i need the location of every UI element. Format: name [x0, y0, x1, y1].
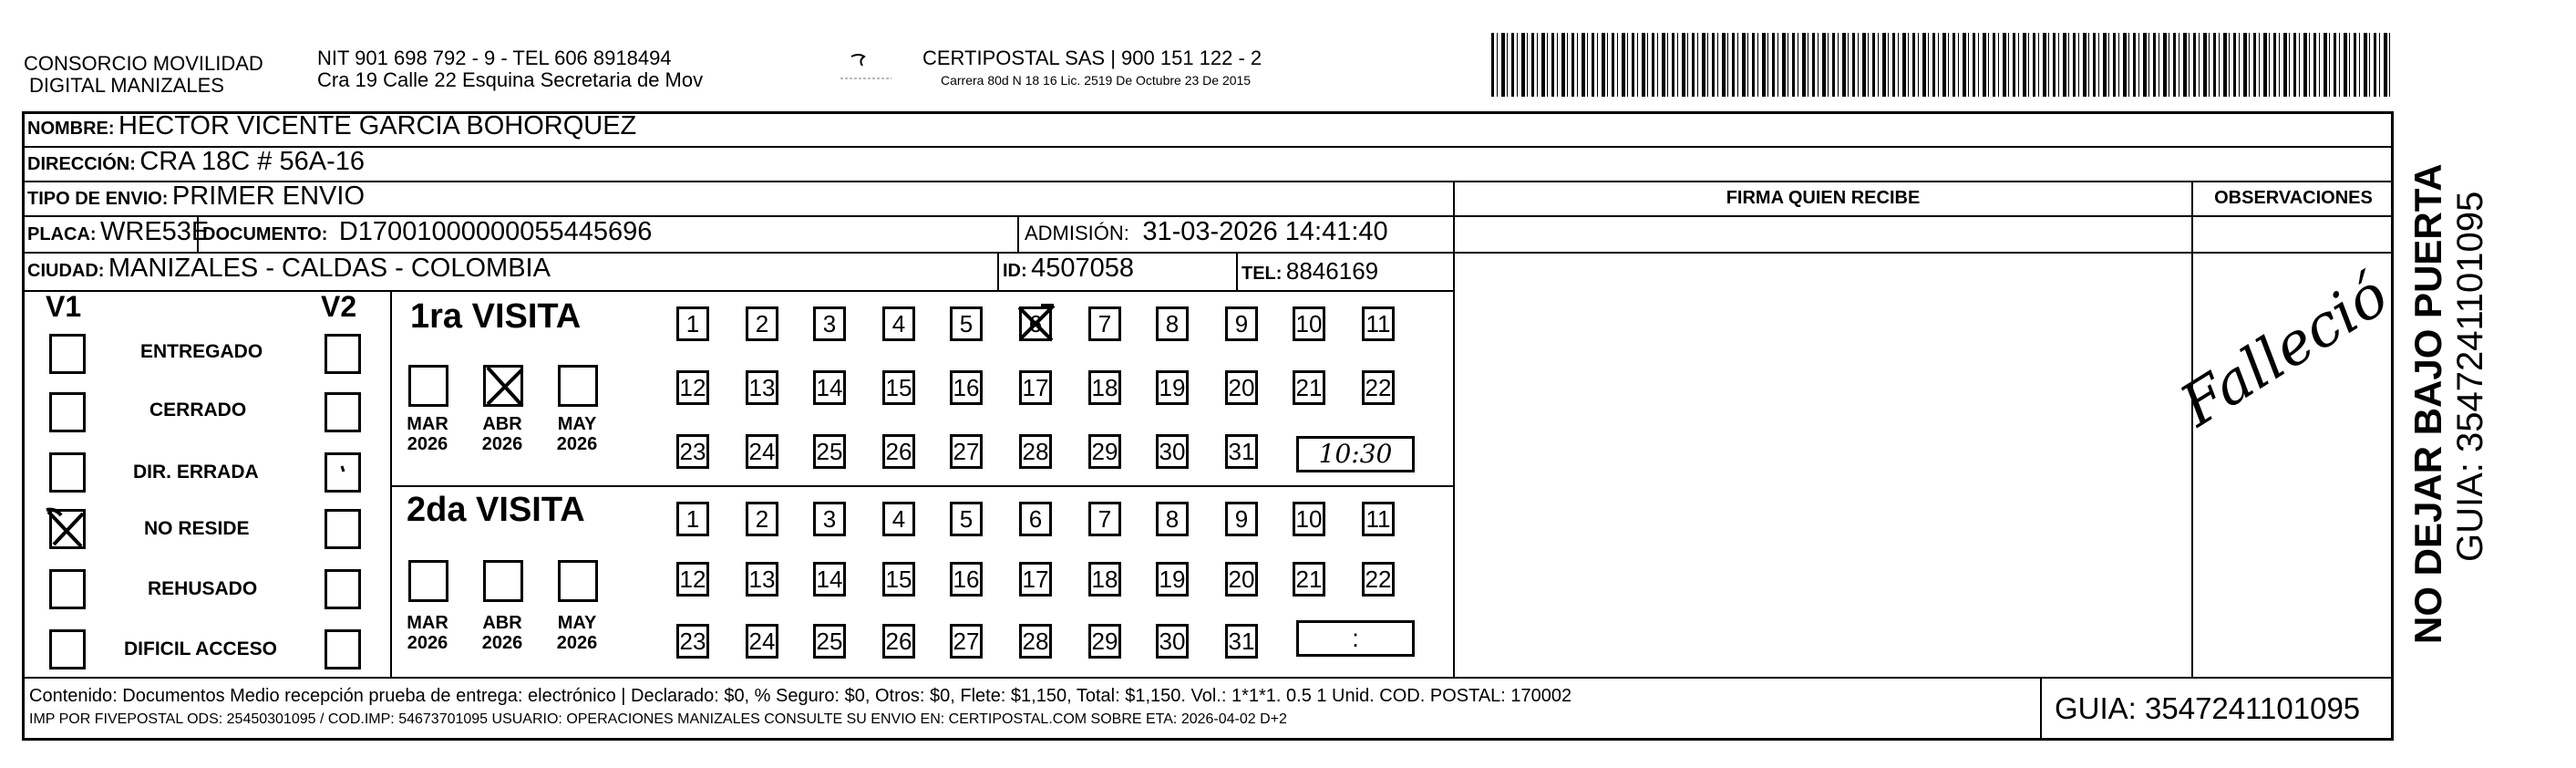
- footer-guia: GUIA: 3547241101095: [2055, 691, 2361, 725]
- v2-checkbox-dificil-acceso[interactable]: [325, 629, 361, 669]
- status-dir-errada: DIR. ERRADA: [133, 462, 259, 483]
- visit2-day-5[interactable]: 5: [950, 502, 983, 536]
- courier-logo-icon: [839, 51, 893, 88]
- address-line: Cra 19 Calle 22 Esquina Secretaria de Mov: [317, 68, 704, 91]
- documento-value: D17001000000055445696: [338, 217, 653, 246]
- visit1-day-18[interactable]: 18: [1088, 370, 1121, 405]
- ciudad-field: [27, 254, 551, 284]
- tipo-label: TIPO DE ENVIO:: [27, 189, 169, 209]
- visit1-day-11[interactable]: 11: [1362, 306, 1395, 341]
- tipo-value: PRIMER ENVIO: [171, 182, 366, 211]
- visit2-day-11[interactable]: 11: [1362, 502, 1395, 536]
- visit2-day-12[interactable]: 12: [676, 562, 709, 597]
- visit1-title: 1ra VISITA: [410, 297, 582, 336]
- visit2-month-abr[interactable]: [483, 560, 523, 602]
- visit2-day-9[interactable]: 9: [1225, 502, 1258, 536]
- visit1-day-17[interactable]: 17: [1019, 370, 1052, 405]
- v2-checkbox-entregado[interactable]: [325, 334, 361, 374]
- visit1-day-8[interactable]: 8: [1156, 306, 1189, 341]
- visit2-day-22[interactable]: 22: [1362, 562, 1395, 597]
- visit2-day-29[interactable]: 29: [1088, 624, 1121, 659]
- visit2-day-23[interactable]: 23: [676, 624, 709, 659]
- visit2-title: 2da VISITA: [407, 491, 585, 529]
- visit2-day-1[interactable]: 1: [676, 502, 709, 536]
- visit2-day-18[interactable]: 18: [1088, 562, 1121, 597]
- visit2-day-19[interactable]: 19: [1156, 562, 1189, 597]
- visit2-month-mar-label: MAR 2026: [407, 613, 448, 653]
- status-dificil-acceso: DIFICIL ACCESO: [124, 638, 278, 659]
- visit2-day-6[interactable]: 6: [1019, 502, 1052, 536]
- direccion-field: [27, 147, 365, 177]
- visit2-time: :: [1352, 624, 1359, 652]
- visit2-day-24[interactable]: 24: [746, 624, 778, 659]
- visit1-day-24[interactable]: 24: [746, 434, 778, 469]
- v2-checkbox-dir-errada[interactable]: [325, 452, 361, 493]
- visit2-day-26[interactable]: 26: [882, 624, 915, 659]
- v1-check-mark-icon: [45, 506, 90, 552]
- barcode: [1491, 33, 2394, 97]
- courier-info: [922, 47, 1262, 88]
- courier-line: CERTIPOSTAL SAS | 900 151 122 - 2: [922, 47, 1262, 69]
- tipo-field: [27, 182, 365, 212]
- visit2-day-28[interactable]: 28: [1019, 624, 1052, 659]
- visit1-day-9[interactable]: 9: [1225, 306, 1258, 341]
- admision-field: [1025, 217, 1388, 247]
- courier-address: Carrera 80d N 18 16 Lic. 2519 De Octubre 23 De 2015: [941, 73, 1252, 88]
- visit1-day-6[interactable]: 6: [1019, 306, 1052, 341]
- visit1-day-28[interactable]: 28: [1019, 434, 1052, 469]
- visit1-month-mar[interactable]: [408, 365, 448, 407]
- visit1-day-30[interactable]: 30: [1156, 434, 1189, 469]
- ciudad-label: CIUDAD:: [27, 261, 105, 281]
- v2-checkbox-rehusado[interactable]: [325, 569, 361, 609]
- nombre-label: NOMBRE:: [27, 119, 115, 139]
- visit1-day-7[interactable]: 7: [1088, 306, 1121, 341]
- direccion-label: DIRECCIÓN:: [27, 154, 136, 174]
- direccion-value: CRA 18C # 56A-16: [139, 147, 365, 176]
- observaciones-header: OBSERVACIONES: [2214, 188, 2373, 208]
- visit1-month-may-label: MAY 2026: [556, 414, 598, 454]
- ciudad-value: MANIZALES - CALDAS - COLOMBIA: [108, 254, 551, 283]
- visit2-time-box[interactable]: [1296, 620, 1415, 657]
- visit1-day-21[interactable]: 21: [1293, 370, 1325, 405]
- status-entregado: ENTREGADO: [140, 341, 263, 362]
- visit1-day-23[interactable]: 23: [676, 434, 709, 469]
- id-field: [1003, 254, 1134, 284]
- nit-line: NIT 901 698 792 - 9 - TEL 606 8918494: [317, 47, 672, 69]
- nombre-value: HECTOR VICENTE GARCIA BOHORQUEZ: [118, 111, 637, 140]
- visit1-day-27[interactable]: 27: [950, 434, 983, 469]
- visit2-day-31[interactable]: 31: [1225, 624, 1258, 659]
- v1-checkbox-cerrado[interactable]: [49, 392, 86, 432]
- visit1-time-box[interactable]: [1296, 436, 1415, 472]
- visit2-day-20[interactable]: 20: [1225, 562, 1258, 597]
- status-rehusado: REHUSADO: [148, 578, 258, 599]
- visit2-day-16[interactable]: 16: [950, 562, 983, 597]
- company-line2: DIGITAL MANIZALES: [29, 74, 224, 97]
- company-line1: CONSORCIO MOVILIDAD: [24, 52, 263, 75]
- visit2-day-13[interactable]: 13: [746, 562, 778, 597]
- side-warning: NO DEJAR BAJO PUERTA: [2406, 163, 2449, 644]
- placa-value: WRE53E: [100, 217, 210, 246]
- footer-line1: Contenido: Documentos Medio recepción prueba de entrega: electrónico | Declarado: $0, % Seguro: $0, Otros: $0, Flete: $1,150, Total: $1,150. Vol.: 1*1*1. 0.5 1 Unid. COD. POSTAL: 170002: [29, 686, 1572, 706]
- v1-checkbox-rehusado[interactable]: [49, 569, 86, 609]
- admision-label: ADMISIÓN:: [1025, 222, 1129, 244]
- firma-header: FIRMA QUIEN RECIBE: [1726, 188, 1921, 208]
- visit1-day-14[interactable]: 14: [813, 370, 846, 405]
- tel-label: TEL:: [1242, 264, 1283, 284]
- status-cerrado: CERRADO: [149, 400, 247, 420]
- visit2-day-14[interactable]: 14: [813, 562, 846, 597]
- visit1-day-2[interactable]: 2: [746, 306, 778, 341]
- visit2-day-8[interactable]: 8: [1156, 502, 1189, 536]
- placa-field: [27, 217, 209, 247]
- placa-label: PLACA:: [27, 224, 97, 244]
- visit2-day-21[interactable]: 21: [1293, 562, 1325, 597]
- status-no-reside: NO RESIDE: [144, 518, 250, 539]
- documento-label: DOCUMENTO:: [202, 224, 328, 244]
- visit2-month-abr-label: ABR 2026: [481, 613, 523, 653]
- visit1-month-abr[interactable]: [483, 365, 523, 407]
- tel-value: 8846169: [1285, 257, 1379, 285]
- visit2-day-3[interactable]: 3: [813, 502, 846, 536]
- visit1-day-4[interactable]: 4: [882, 306, 915, 341]
- visit1-day-1[interactable]: 1: [676, 306, 709, 341]
- v1-checkbox-dificil-acceso[interactable]: [49, 629, 86, 669]
- visit2-day-25[interactable]: 25: [813, 624, 846, 659]
- visit1-day-13[interactable]: 13: [746, 370, 778, 405]
- visit2-day-27[interactable]: 27: [950, 624, 983, 659]
- signature-text: Falleció: [2169, 261, 2400, 441]
- visit1-day-10[interactable]: 10: [1293, 306, 1325, 341]
- visit2-day-15[interactable]: 15: [882, 562, 915, 597]
- side-guia: GUIA: 3547241101095: [2450, 191, 2490, 562]
- admision-value: 31-03-2026 14:41:40: [1142, 217, 1388, 246]
- visit2-month-mar[interactable]: [408, 560, 448, 602]
- visit1-day-26[interactable]: 26: [882, 434, 915, 469]
- visit1-day-5[interactable]: 5: [950, 306, 983, 341]
- visit2-day-30[interactable]: 30: [1156, 624, 1189, 659]
- visit2-day-4[interactable]: 4: [882, 502, 915, 536]
- tel-field: [1242, 257, 1378, 285]
- visit1-day-25[interactable]: 25: [813, 434, 846, 469]
- v2-label: V2: [321, 290, 357, 323]
- visit1-day-19[interactable]: 19: [1156, 370, 1189, 405]
- footer-line2: IMP POR FIVEPOSTAL ODS: 25450301095 / COD.IMP: 54673701095 USUARIO: OPERACIONES MANIZALES CONSULTE SU ENVIO EN: CERTIPOSTAL.COM SOBRE ETA: 2026-04-02 D+2: [29, 711, 1287, 727]
- visit2-month-may-label: MAY 2026: [556, 613, 598, 653]
- v2-checkbox-cerrado[interactable]: [325, 392, 361, 432]
- company-info: [317, 47, 703, 91]
- id-label: ID:: [1003, 261, 1027, 281]
- v2-check-mark-icon: [327, 455, 358, 490]
- visit2-day-2[interactable]: 2: [746, 502, 778, 536]
- v1-checkbox-entregado[interactable]: [49, 334, 86, 374]
- visit1-day-12[interactable]: 12: [676, 370, 709, 405]
- visit1-day-check-icon: [1014, 302, 1057, 346]
- visit2-day-10[interactable]: 10: [1293, 502, 1325, 536]
- visit2-day-17[interactable]: 17: [1019, 562, 1052, 597]
- visit1-day-16[interactable]: 16: [950, 370, 983, 405]
- visit1-day-20[interactable]: 20: [1225, 370, 1258, 405]
- visit1-month-may[interactable]: [558, 365, 598, 407]
- v1-checkbox-no-reside[interactable]: [49, 509, 86, 549]
- visit1-day-3[interactable]: 3: [813, 306, 846, 341]
- v2-checkbox-no-reside[interactable]: [325, 509, 361, 549]
- documento-field: [202, 217, 652, 247]
- visit1-month-mar-label: MAR 2026: [407, 414, 448, 454]
- visit1-time: 10:30: [1318, 439, 1393, 469]
- visit1-day-31[interactable]: 31: [1225, 434, 1258, 469]
- visit2-month-may[interactable]: [558, 560, 598, 602]
- company-name: [24, 53, 263, 97]
- visit1-day-22[interactable]: 22: [1362, 370, 1395, 405]
- v1-checkbox-dir-errada[interactable]: [49, 452, 86, 493]
- visit1-month-check-icon: [482, 364, 528, 410]
- visit1-day-15[interactable]: 15: [882, 370, 915, 405]
- nombre-field: [27, 111, 636, 141]
- id-value: 4507058: [1031, 254, 1135, 283]
- visit2-day-7[interactable]: 7: [1088, 502, 1121, 536]
- visit1-month-abr-label: ABR 2026: [481, 414, 523, 454]
- v1-label: V1: [46, 290, 82, 323]
- visit1-day-29[interactable]: 29: [1088, 434, 1121, 469]
